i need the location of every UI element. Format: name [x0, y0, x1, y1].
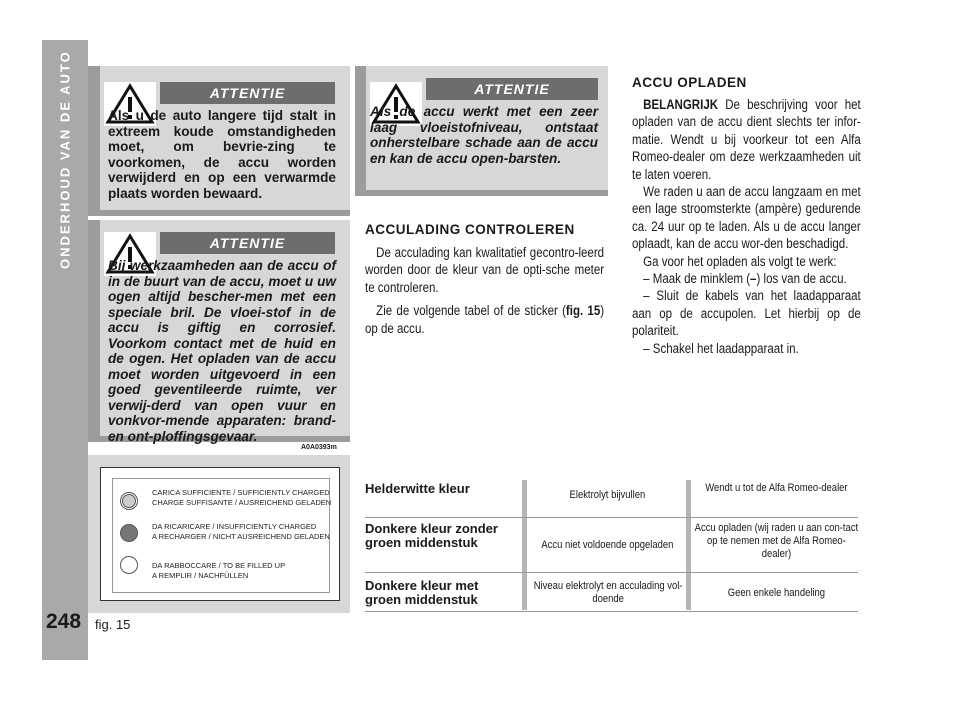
table-cell-condition: Elektrolyt bijvullen [569, 489, 646, 501]
table-cell-color: Donkere kleur zonder groen middenstuk [365, 521, 498, 550]
table-cell-condition: Niveau elektrolyt en acculading vol-doende [533, 580, 683, 605]
warning-text: Als de accu werkt met een zeer laag vloeistofniveau, ontstaat onherstelbare schade aan de accu en kan de accu open-barsten. [370, 104, 598, 166]
paragraph [632, 270, 861, 287]
sticker-text: DA RABBOCCARE / TO BE FILLED UP [152, 561, 286, 570]
text: ) op de accu. [365, 303, 605, 336]
sticker-text: A REMPLIR / NACHFÜLLEN [152, 571, 249, 580]
page-number: 248 [46, 610, 82, 633]
table-divider [522, 480, 527, 610]
paragraph: – Schakel het laadapparaat in. [643, 340, 799, 356]
table-cell-color: Donkere kleur met groen middenstuk [365, 578, 479, 607]
paragraph [365, 302, 604, 337]
sticker-text: A RECHARGER / NICHT AUSREICHEND GELADEN [152, 532, 330, 541]
sticker-text: CARICA SUFFICIENTE / SUFFICIENTLY CHARGED [152, 488, 330, 497]
figure-code: A0A0393m [301, 444, 337, 451]
table-cell-action: Accu opladen (wij raden u aan con-tact op te nemen met de Alfa Romeo-dealer) [694, 522, 859, 560]
minus-sign: – [750, 271, 757, 287]
warning-text: Als u de auto langere tijd stalt in extreem koude omstandigheden moet, om bevrie-zing te voorkomen, de accu worden verwijderd en op een verwarmde plaats worden bewaard. [108, 108, 336, 201]
section-heading: ACCU OPLADEN [632, 75, 747, 90]
figure-reference: fig. 15 [565, 303, 601, 319]
indicator-clear [120, 556, 138, 574]
table-rule [365, 517, 858, 518]
sticker-text: CHARGE SUFFISANTE / AUSREICHEND GELADEN [152, 498, 332, 507]
paragraph: De acculading kan kwalitatief gecontro-leerd worden door de kleur van de opti-sche meter te controleren. [365, 245, 605, 295]
warning-heading: ATTENTIE [426, 78, 598, 100]
paragraph: Ga voor het opladen als volgt te werk: [643, 253, 837, 269]
indicator-white-center [122, 494, 136, 508]
text: Zie de volgende tabel of de sticker ( [376, 303, 566, 319]
paragraph [632, 96, 861, 183]
warning-heading: ATTENTIE [160, 82, 335, 104]
opladen-body [632, 96, 861, 357]
text: De beschrijving voor het opladen van de accu dient slechts ter infor-matie. Wendt u bij voorkeur tot een Alfa Romeo-dealer om deze werkzaamheden uit te laten voeren. [632, 97, 861, 182]
table-cell-action: Wendt u tot de Alfa Romeo-dealer [705, 482, 848, 494]
section-heading: ACCULADING CONTROLEREN [365, 222, 575, 237]
text: ) los van de accu. [756, 271, 847, 287]
table-cell-action: Geen enkele handeling [727, 587, 826, 599]
table-cell-color: Helderwitte kleur [365, 481, 470, 496]
important-label: BELANGRIJK [643, 97, 719, 112]
sticker-text: DA RICARICARE / INSUFFICIENTLY CHARGED [152, 522, 317, 531]
paragraph: We raden u aan de accu langzaam en met een lage stroomsterkte (ampère) gedurende ca. 24 uur op te laden. Als u de accu langer oplaadt, kan de accu wor-den beschadigd. [632, 184, 861, 252]
warning-heading: ATTENTIE [160, 232, 335, 254]
warning-text: Bij werkzaamheden aan de accu of in de buurt van de accu, moet u uw ogen altijd bescher-men met een speciale bril. De vloei-stof in de accu is giftig en corrosief. Voorkom contact met de huid en de ogen. Het opladen van de accu moet worden uitgevoerd in een goed geventileerde ruimte, ver verwij-derd van open vuur en vonkvor-mende apparaten: brand- en ont-ploffingsgevaar. [108, 258, 336, 444]
figure-label: fig. 15 [95, 617, 131, 632]
table-rule [365, 611, 858, 612]
acculading-body [365, 244, 604, 337]
indicator-dark [120, 524, 138, 542]
section-title: ONDERHOUD VAN DE AUTO [57, 50, 73, 269]
paragraph: – Sluit de kabels van het laadapparaat aan op de accupolen. Let hierbij op de polariteit. [632, 288, 861, 339]
text: – Maak de minklem ( [643, 271, 751, 287]
table-rule [365, 572, 858, 573]
table-cell-condition: Accu niet voldoende opgeladen [541, 539, 674, 551]
